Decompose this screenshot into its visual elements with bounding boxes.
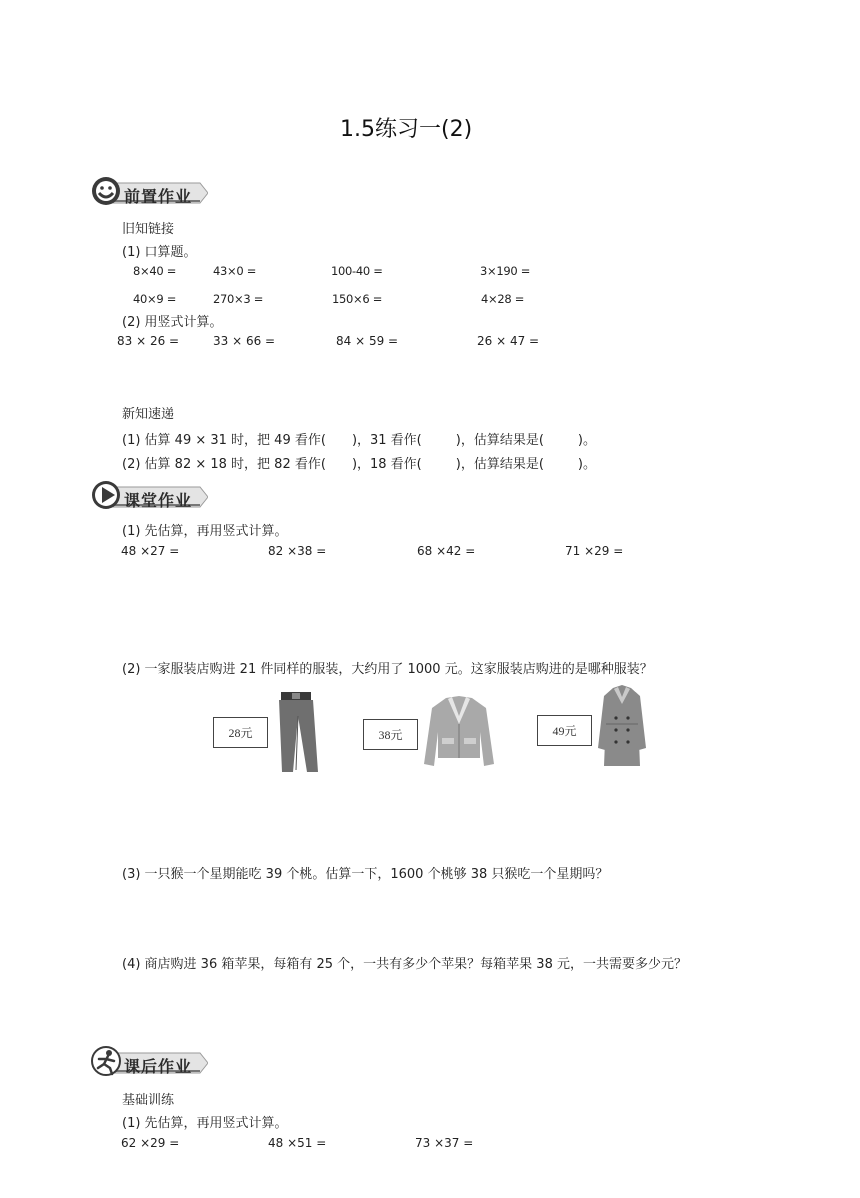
class-question-1-label: (1) 先估算，再用竖式计算。 [122,524,288,539]
after-class-homework-banner [90,1044,220,1078]
class-calc-item: 71 ×29 = [565,544,624,558]
estimate-question-1: (1) 估算 49 × 31 时，把 49 看作( )，31 看作( )，估算结果是( )。 [122,433,596,448]
oral-item: 43×0 = [213,264,257,278]
page-title: 1.5练习一(2) [340,117,473,142]
class-homework-banner [90,478,220,512]
after-calc-item: 48 ×51 = [268,1136,327,1150]
oral-question-label: (1) 口算题。 [122,245,197,260]
after-question-1-label: (1) 先估算，再用竖式计算。 [122,1116,288,1131]
estimate-question-2: (2) 估算 82 × 18 时，把 82 看作( )，18 看作( )，估算结果是( )。 [122,457,596,472]
after-calc-item: 73 ×37 = [415,1136,474,1150]
oral-item: 270×3 = [213,292,264,306]
banner-label: 课堂作业 [124,491,193,510]
vertical-item: 33 × 66 = [213,334,276,348]
price-tag: 28元 [213,717,268,748]
oral-item: 8×40 = [133,264,177,278]
vertical-question-label: (2) 用竖式计算。 [122,315,223,330]
oral-item: 150×6 = [332,292,383,306]
price-tag: 38元 [363,719,418,750]
banner-label: 前置作业 [124,187,193,206]
vertical-item: 83 × 26 = [117,334,180,348]
class-calc-item: 68 ×42 = [417,544,476,558]
class-calc-item: 48 ×27 = [121,544,180,558]
jacket-icon [420,694,498,774]
oral-item: 40×9 = [133,292,177,306]
oral-item: 100-40 = [331,264,383,278]
after-calc-item: 62 ×29 = [121,1136,180,1150]
oral-item: 4×28 = [481,292,525,306]
vertical-item: 84 × 59 = [336,334,399,348]
vertical-item: 26 × 47 = [477,334,540,348]
smile-logo-icon [90,174,124,208]
pre-homework-banner [90,174,220,208]
runner-logo-icon [90,1044,124,1078]
class-question-2: (2) 一家服装店购进 21 件同样的服装，大约用了 1000 元。这家服装店购进的是哪种服装？ [122,662,653,677]
class-question-4: (4) 商店购进 36 箱苹果，每箱有 25 个，一共有多少个苹果？每箱苹果 38 元，一共需要多少元？ [122,957,687,972]
class-calc-item: 82 ×38 = [268,544,327,558]
new-knowledge-heading: 新知速递 [122,407,175,422]
play-logo-icon [90,478,124,512]
class-question-3: (3) 一只猴一个星期能吃 39 个桃。估算一下，1600 个桃够 38 只猴吃一个星期吗？ [122,867,609,882]
pants-icon [271,690,323,775]
banner-label: 课后作业 [124,1057,193,1076]
basic-training-heading: 基础训练 [122,1093,175,1108]
coat-icon [596,684,648,770]
review-heading: 旧知链接 [122,222,175,237]
price-tag: 49元 [537,715,592,746]
oral-item: 3×190 = [480,264,531,278]
